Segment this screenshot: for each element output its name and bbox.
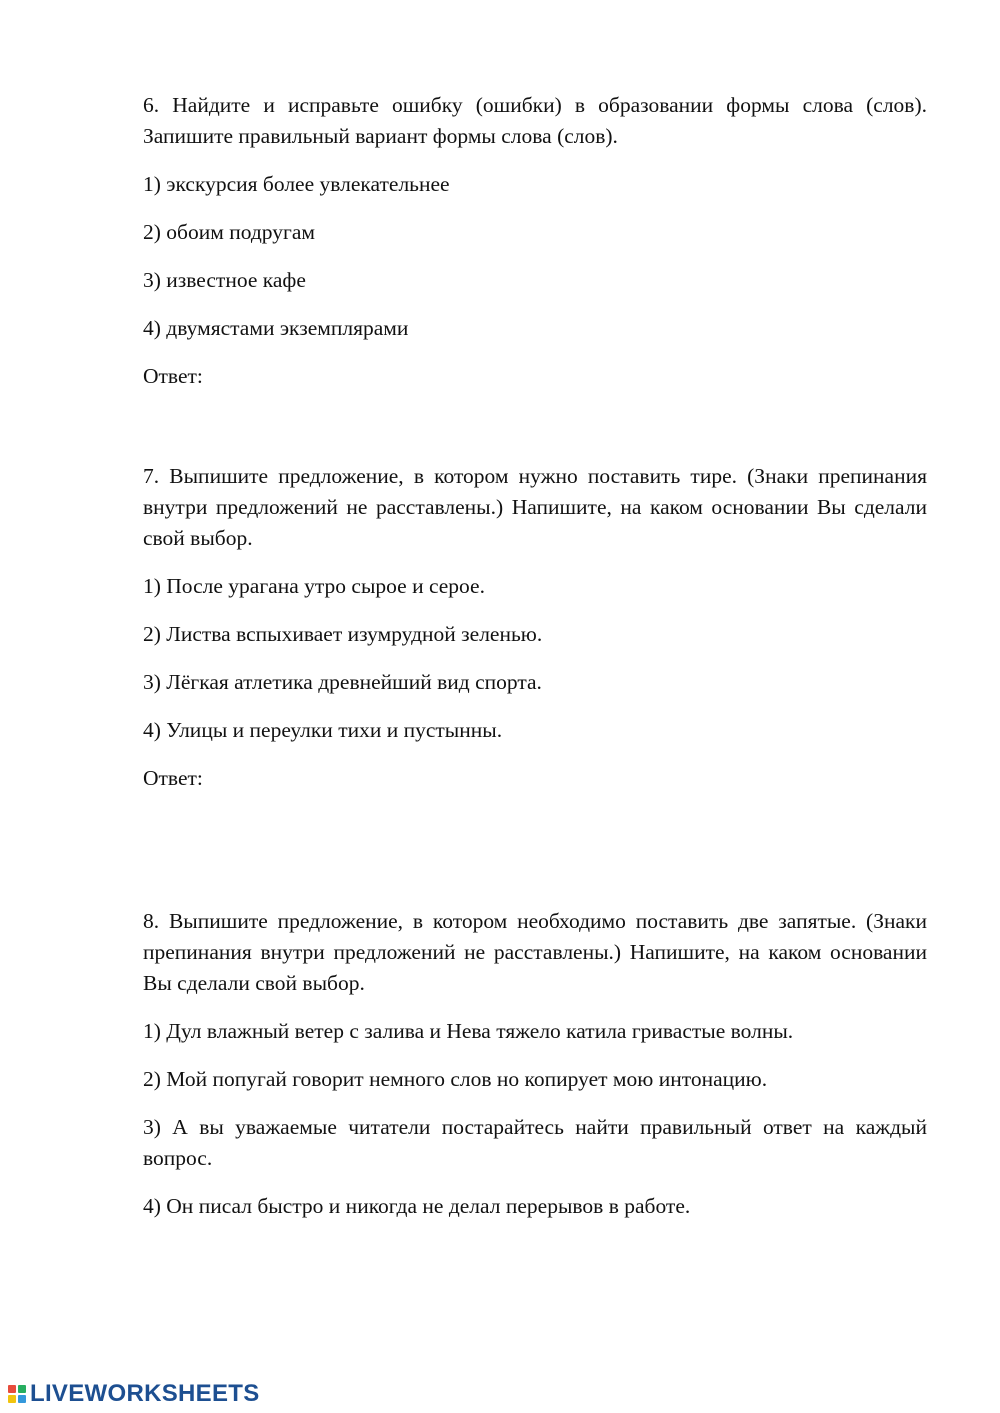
question-7-option-1: 1) После урагана утро сырое и серое.: [143, 574, 485, 598]
worksheet-page: [143, 90, 927, 1222]
question-8-option-4: 4) Он писал быстро и никогда не делал перерывов в работе.: [143, 1194, 691, 1218]
question-6: [143, 90, 927, 392]
question-6-option-3: 3) известное кафе: [143, 268, 306, 292]
question-6-option-4: 4) двумястами экземплярами: [143, 316, 409, 340]
liveworksheets-logo: [8, 1381, 260, 1407]
liveworksheets-logo-icon: [8, 1385, 26, 1403]
question-8-option-3: 3) А вы уважаемые читатели постарайтесь найти правильный ответ на каждый вопрос.: [143, 1115, 927, 1170]
question-7-option-4: 4) Улицы и переулки тихи и пустынны.: [143, 718, 503, 742]
question-6-option-1: 1) экскурсия более увлекательнее: [143, 172, 450, 196]
logo-square-icon: [8, 1395, 16, 1403]
question-6-text: 6. Найдите и исправьте ошибку (ошибки) в образовании формы слова (слов). Запишите правильный вариант формы слова (слов).: [143, 93, 927, 148]
question-6-answer-label: Ответ:: [143, 364, 203, 388]
question-8: [143, 906, 927, 1222]
question-8-option-2: 2) Мой попугай говорит немного слов но копирует мою интонацию.: [143, 1067, 768, 1091]
logo-square-icon: [8, 1385, 16, 1393]
logo-square-icon: [18, 1385, 26, 1393]
question-7: [143, 461, 927, 794]
question-7-answer-label: Ответ:: [143, 766, 203, 790]
liveworksheets-logo-text: LIVEWORKSHEETS: [30, 1380, 260, 1407]
question-8-option-1: 1) Дул влажный ветер с залива и Нева тяжело катила гривастые волны.: [143, 1019, 794, 1043]
question-7-text: 7. Выпишите предложение, в котором нужно поставить тире. (Знаки препинания внутри предложений не расставлены.) Напишите, на каком основании Вы сделали свой выбор.: [143, 464, 927, 550]
question-7-option-2: 2) Листва вспыхивает изумрудной зеленью.: [143, 622, 543, 646]
question-7-option-3: 3) Лёгкая атлетика древнейший вид спорта.: [143, 670, 542, 694]
logo-square-icon: [18, 1395, 26, 1403]
question-6-option-2: 2) обоим подругам: [143, 220, 315, 244]
question-8-text: 8. Выпишите предложение, в котором необходимо поставить две запятые. (Знаки препинания внутри предложений не расставлены.) Напишите, на каком основании Вы сделали свой выбор.: [143, 909, 927, 995]
